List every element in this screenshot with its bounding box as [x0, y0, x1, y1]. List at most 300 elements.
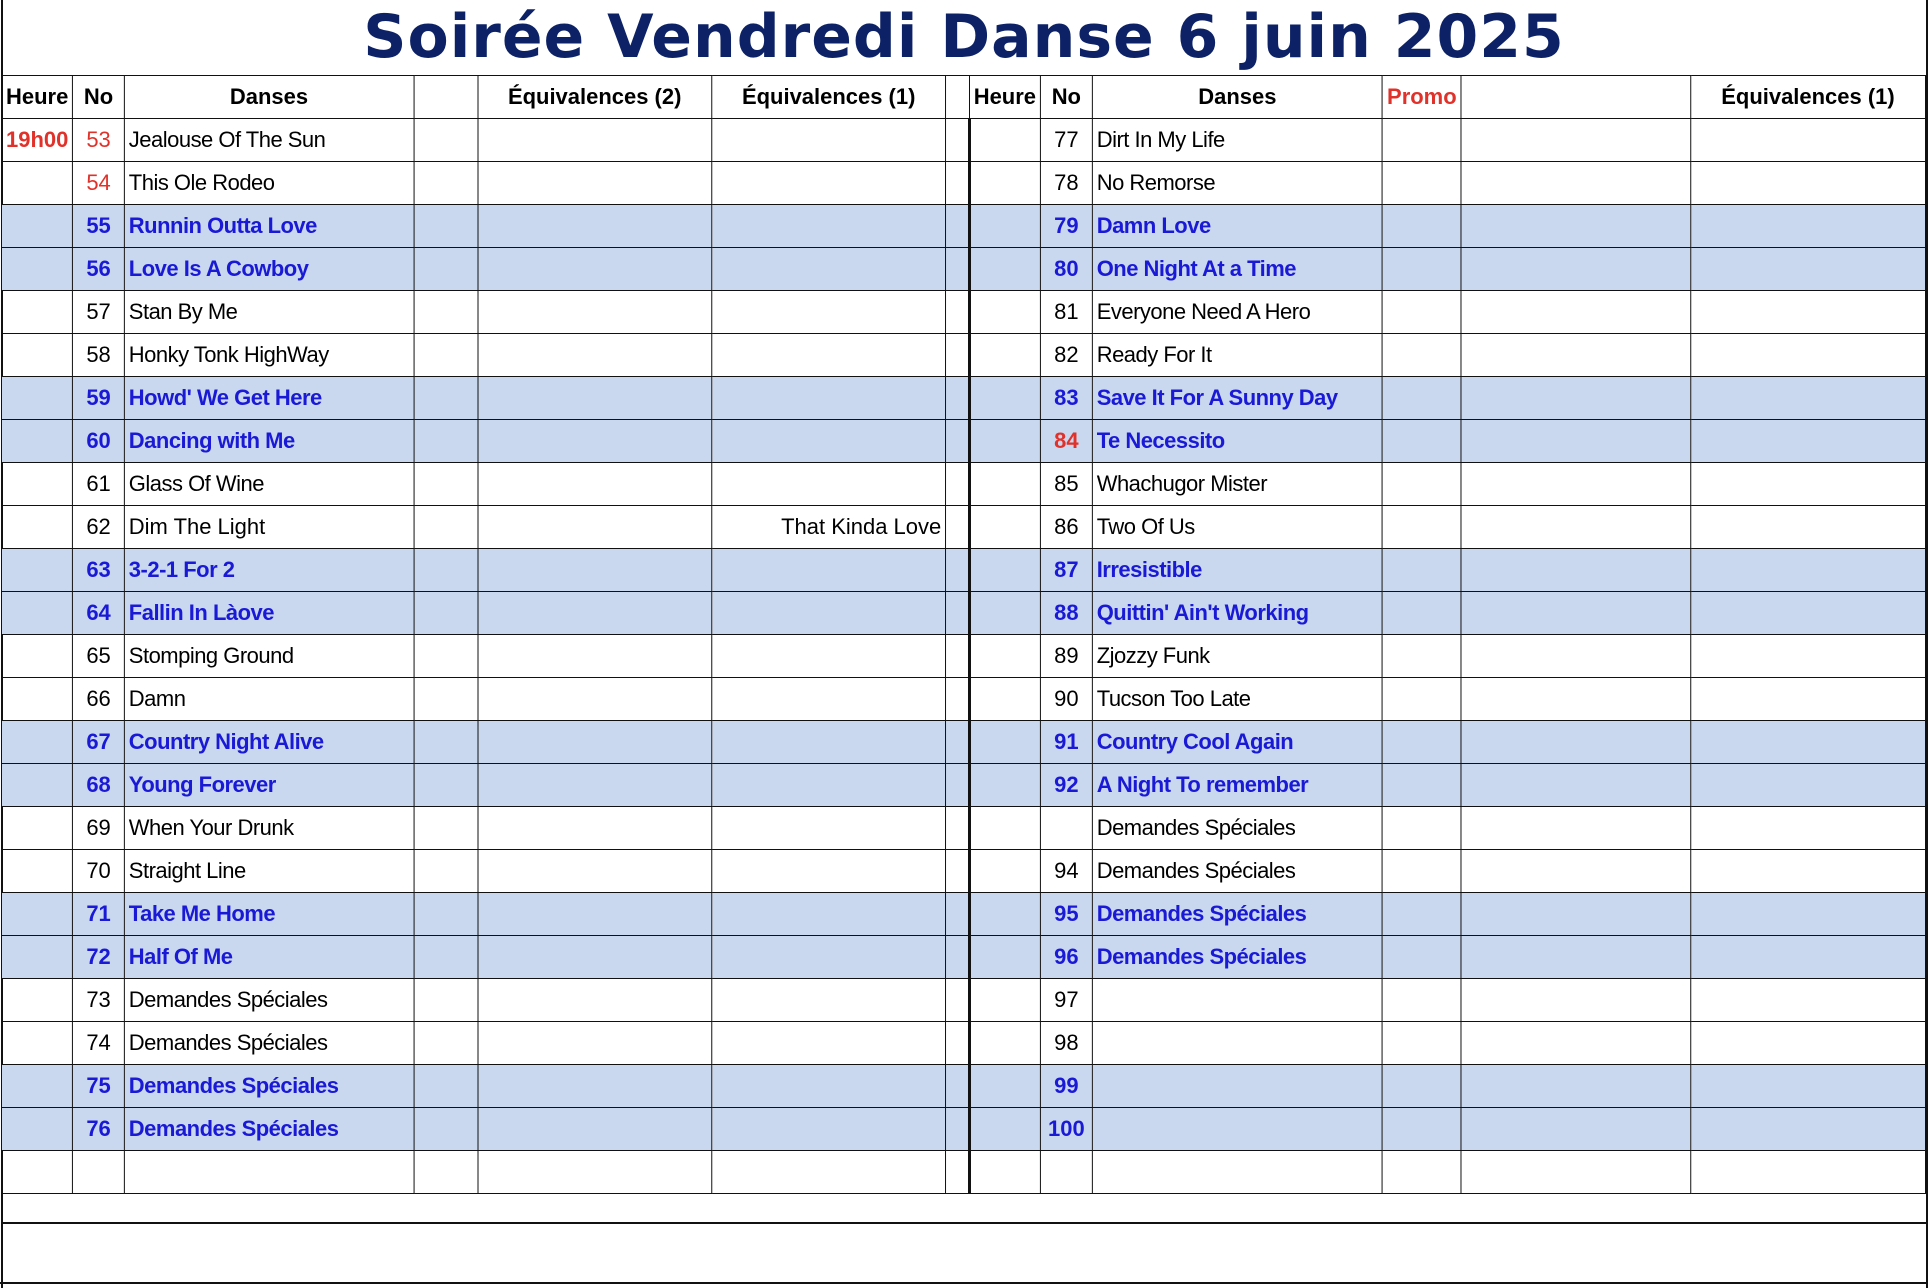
cell-no-left: 64 — [73, 592, 124, 635]
cell-spacer — [946, 549, 970, 592]
cell-heure-left — [1, 1151, 72, 1194]
cell-equivalences-1-left — [712, 721, 946, 764]
header-heure-right: Heure — [969, 76, 1040, 119]
cell-dance-left: Take Me Home — [124, 893, 413, 936]
cell-equivalences-1-right — [1690, 807, 1925, 850]
table-row — [1, 635, 1925, 678]
sheet-right-border — [1926, 0, 1928, 1288]
cell-no-left: 58 — [73, 334, 124, 377]
cell-heure-left — [1, 1108, 72, 1151]
cell-equivalences-1-right — [1690, 334, 1925, 377]
cell-equivalences-2 — [478, 764, 712, 807]
cell-promo — [1383, 377, 1462, 420]
cell-promo — [1383, 205, 1462, 248]
cell-spacer — [946, 678, 970, 721]
cell-heure-left — [1, 850, 72, 893]
cell-heure-left — [1, 979, 72, 1022]
cell-no-left: 57 — [73, 291, 124, 334]
cell-dance-left: Howd' We Get Here — [124, 377, 413, 420]
header-promo: Promo — [1383, 76, 1462, 119]
cell-equivalences-1-right — [1690, 1065, 1925, 1108]
cell-blank-left — [414, 592, 478, 635]
cell-blank-left — [414, 979, 478, 1022]
table-row — [1, 592, 1925, 635]
cell-no-right: 85 — [1040, 463, 1092, 506]
cell-equivalences-1-left — [712, 635, 946, 678]
cell-equivalences-1-left — [712, 893, 946, 936]
cell-no-right: 100 — [1040, 1108, 1092, 1151]
cell-dance-right: Demandes Spéciales — [1092, 850, 1382, 893]
table-row — [1, 463, 1925, 506]
cell-no-left: 73 — [73, 979, 124, 1022]
cell-promo — [1383, 721, 1462, 764]
cell-blank-left — [414, 678, 478, 721]
cell-blank-right — [1461, 1065, 1690, 1108]
cell-no-right — [1040, 807, 1092, 850]
cell-spacer — [946, 1108, 970, 1151]
cell-blank-left — [414, 420, 478, 463]
cell-equivalences-2 — [478, 506, 712, 549]
cell-no-right: 92 — [1040, 764, 1092, 807]
cell-equivalences-2 — [478, 936, 712, 979]
cell-blank-left — [414, 1022, 478, 1065]
cell-equivalences-1-left — [712, 807, 946, 850]
cell-dance-right — [1092, 1151, 1382, 1194]
cell-equivalences-2 — [478, 850, 712, 893]
cell-no-left: 54 — [73, 162, 124, 205]
cell-promo — [1383, 420, 1462, 463]
cell-equivalences-1-right — [1690, 979, 1925, 1022]
cell-heure-right — [969, 291, 1040, 334]
cell-blank-right — [1461, 721, 1690, 764]
table-row — [1, 936, 1925, 979]
cell-blank-right — [1461, 893, 1690, 936]
cell-heure-right — [969, 678, 1040, 721]
cell-dance-left: Love Is A Cowboy — [124, 248, 413, 291]
cell-equivalences-1-right — [1690, 1108, 1925, 1151]
table-row — [1, 721, 1925, 764]
cell-dance-left: Half Of Me — [124, 936, 413, 979]
cell-dance-right: Tucson Too Late — [1092, 678, 1382, 721]
cell-blank-right — [1461, 807, 1690, 850]
cell-no-right: 97 — [1040, 979, 1092, 1022]
cell-dance-left: This Ole Rodeo — [124, 162, 413, 205]
cell-dance-right: One Night At a Time — [1092, 248, 1382, 291]
cell-equivalences-1-right — [1690, 721, 1925, 764]
cell-heure-left — [1, 1065, 72, 1108]
cell-blank-left — [414, 1108, 478, 1151]
cell-dance-right: Save It For A Sunny Day — [1092, 377, 1382, 420]
cell-heure-left — [1, 162, 72, 205]
cell-no-right: 81 — [1040, 291, 1092, 334]
cell-spacer — [946, 893, 970, 936]
cell-equivalences-1-right — [1690, 1151, 1925, 1194]
cell-heure-left: 19h00 — [1, 119, 72, 162]
cell-promo — [1383, 334, 1462, 377]
cell-blank-right — [1461, 635, 1690, 678]
cell-equivalences-1-left — [712, 1108, 946, 1151]
cell-promo — [1383, 893, 1462, 936]
cell-dance-left: Glass Of Wine — [124, 463, 413, 506]
cell-dance-right: Country Cool Again — [1092, 721, 1382, 764]
cell-no-left: 71 — [73, 893, 124, 936]
header-equivalences-1-left: Équivalences (1) — [712, 76, 946, 119]
cell-equivalences-1-left — [712, 119, 946, 162]
cell-heure-left — [1, 721, 72, 764]
cell-equivalences-1-left — [712, 463, 946, 506]
cell-blank-right — [1461, 979, 1690, 1022]
cell-dance-left: Honky Tonk HighWay — [124, 334, 413, 377]
cell-equivalences-2 — [478, 463, 712, 506]
cell-equivalences-1-left — [712, 678, 946, 721]
cell-no-left: 60 — [73, 420, 124, 463]
table-row — [1, 162, 1925, 205]
cell-spacer — [946, 1065, 970, 1108]
cell-heure-right — [969, 248, 1040, 291]
cell-dance-left: Demandes Spéciales — [124, 979, 413, 1022]
cell-blank-left — [414, 1065, 478, 1108]
cell-dance-right: Demandes Spéciales — [1092, 893, 1382, 936]
cell-heure-right — [969, 893, 1040, 936]
cell-dance-right: Zjozzy Funk — [1092, 635, 1382, 678]
cell-heure-right — [969, 850, 1040, 893]
cell-equivalences-2 — [478, 678, 712, 721]
cell-promo — [1383, 678, 1462, 721]
cell-equivalences-1-left: That Kinda Love — [712, 506, 946, 549]
header-blank-left — [414, 76, 478, 119]
cell-equivalences-2 — [478, 119, 712, 162]
cell-blank-left — [414, 850, 478, 893]
cell-equivalences-1-right — [1690, 764, 1925, 807]
table-row — [1, 764, 1925, 807]
table-row — [1, 291, 1925, 334]
header-danses-left: Danses — [124, 76, 413, 119]
cell-heure-right — [969, 1065, 1040, 1108]
cell-equivalences-1-right — [1690, 678, 1925, 721]
cell-dance-right — [1092, 1065, 1382, 1108]
cell-spacer — [946, 936, 970, 979]
cell-equivalences-1-right — [1690, 248, 1925, 291]
cell-promo — [1383, 291, 1462, 334]
header-row — [1, 76, 1925, 119]
cell-heure-left — [1, 506, 72, 549]
cell-no-left: 66 — [73, 678, 124, 721]
cell-dance-left — [124, 1151, 413, 1194]
cell-promo — [1383, 1151, 1462, 1194]
cell-blank-right — [1461, 1108, 1690, 1151]
table-row — [1, 1108, 1925, 1151]
cell-blank-right — [1461, 205, 1690, 248]
cell-dance-right: Demandes Spéciales — [1092, 936, 1382, 979]
cell-blank-right — [1461, 1151, 1690, 1194]
cell-heure-right — [969, 205, 1040, 248]
cell-blank-right — [1461, 1022, 1690, 1065]
cell-equivalences-2 — [478, 1151, 712, 1194]
cell-spacer — [946, 721, 970, 764]
cell-heure-left — [1, 678, 72, 721]
cell-equivalences-1-left — [712, 764, 946, 807]
cell-equivalences-2 — [478, 420, 712, 463]
cell-heure-right — [969, 377, 1040, 420]
cell-heure-right — [969, 592, 1040, 635]
cell-equivalences-1-right — [1690, 291, 1925, 334]
cell-dance-left: Country Night Alive — [124, 721, 413, 764]
cell-equivalences-1-left — [712, 1022, 946, 1065]
cell-no-left: 55 — [73, 205, 124, 248]
cell-equivalences-2 — [478, 549, 712, 592]
cell-blank-right — [1461, 119, 1690, 162]
cell-spacer — [946, 635, 970, 678]
cell-equivalences-1-left — [712, 979, 946, 1022]
cell-equivalences-2 — [478, 807, 712, 850]
cell-promo — [1383, 1022, 1462, 1065]
cell-equivalences-2 — [478, 979, 712, 1022]
cell-equivalences-2 — [478, 635, 712, 678]
cell-no-right: 83 — [1040, 377, 1092, 420]
cell-dance-right: A Night To remember — [1092, 764, 1382, 807]
cell-promo — [1383, 1108, 1462, 1151]
cell-heure-left — [1, 549, 72, 592]
header-heure-left: Heure — [1, 76, 72, 119]
cell-promo — [1383, 119, 1462, 162]
cell-blank-left — [414, 936, 478, 979]
cell-spacer — [946, 248, 970, 291]
cell-no-right: 98 — [1040, 1022, 1092, 1065]
cell-heure-right — [969, 1022, 1040, 1065]
cell-dance-left: Runnin Outta Love — [124, 205, 413, 248]
cell-equivalences-1-right — [1690, 162, 1925, 205]
cell-no-left: 62 — [73, 506, 124, 549]
cell-dance-left: Demandes Spéciales — [124, 1022, 413, 1065]
cell-dance-left: 3-2-1 For 2 — [124, 549, 413, 592]
cell-dance-left: Young Forever — [124, 764, 413, 807]
cell-dance-right: Quittin' Ain't Working — [1092, 592, 1382, 635]
cell-heure-left — [1, 334, 72, 377]
cell-equivalences-1-left — [712, 291, 946, 334]
cell-equivalences-1-right — [1690, 850, 1925, 893]
header-equivalences-2: Équivalences (2) — [478, 76, 712, 119]
cell-dance-right: Dirt In My Life — [1092, 119, 1382, 162]
cell-no-left: 74 — [73, 1022, 124, 1065]
cell-promo — [1383, 635, 1462, 678]
cell-equivalences-1-right — [1690, 463, 1925, 506]
cell-promo — [1383, 592, 1462, 635]
cell-equivalences-1-left — [712, 420, 946, 463]
cell-blank-left — [414, 119, 478, 162]
cell-blank-right — [1461, 936, 1690, 979]
cell-equivalences-2 — [478, 721, 712, 764]
cell-no-right: 82 — [1040, 334, 1092, 377]
table-row — [1, 377, 1925, 420]
cell-equivalences-1-right — [1690, 420, 1925, 463]
cell-promo — [1383, 248, 1462, 291]
cell-spacer — [946, 1022, 970, 1065]
cell-heure-right — [969, 936, 1040, 979]
cell-no-left: 65 — [73, 635, 124, 678]
table-row — [1, 248, 1925, 291]
cell-heure-left — [1, 635, 72, 678]
cell-spacer — [946, 506, 970, 549]
cell-equivalences-2 — [478, 377, 712, 420]
cell-no-right: 99 — [1040, 1065, 1092, 1108]
cell-equivalences-1-left — [712, 850, 946, 893]
cell-equivalences-1-left — [712, 936, 946, 979]
cell-equivalences-1-left — [712, 592, 946, 635]
cell-no-right: 96 — [1040, 936, 1092, 979]
cell-equivalences-1-right — [1690, 506, 1925, 549]
cell-equivalences-1-left — [712, 205, 946, 248]
cell-dance-right: Two Of Us — [1092, 506, 1382, 549]
cell-no-left: 63 — [73, 549, 124, 592]
cell-heure-left — [1, 420, 72, 463]
cell-heure-right — [969, 420, 1040, 463]
cell-spacer — [946, 205, 970, 248]
cell-dance-left: Jealouse Of The Sun — [124, 119, 413, 162]
cell-spacer — [946, 377, 970, 420]
cell-dance-right: Te Necessito — [1092, 420, 1382, 463]
cell-blank-left — [414, 506, 478, 549]
cell-equivalences-2 — [478, 334, 712, 377]
table-row — [1, 205, 1925, 248]
cell-blank-left — [414, 377, 478, 420]
cell-heure-left — [1, 377, 72, 420]
header-no-left: No — [73, 76, 124, 119]
header-danses-right: Danses — [1092, 76, 1382, 119]
cell-no-left: 53 — [73, 119, 124, 162]
cell-dance-right — [1092, 1022, 1382, 1065]
cell-blank-left — [414, 807, 478, 850]
cell-blank-left — [414, 721, 478, 764]
cell-promo — [1383, 807, 1462, 850]
cell-equivalences-1-left — [712, 248, 946, 291]
cell-no-right: 90 — [1040, 678, 1092, 721]
cell-promo — [1383, 463, 1462, 506]
cell-dance-right: Irresistible — [1092, 549, 1382, 592]
cell-dance-left: Damn — [124, 678, 413, 721]
table-row — [1, 506, 1925, 549]
cell-blank-left — [414, 549, 478, 592]
cell-spacer — [946, 119, 970, 162]
header-no-right: No — [1040, 76, 1092, 119]
table-row — [1, 1151, 1925, 1194]
table-row — [1, 420, 1925, 463]
cell-heure-right — [969, 807, 1040, 850]
cell-promo — [1383, 506, 1462, 549]
cell-spacer — [946, 807, 970, 850]
cell-dance-left: Fallin In Làove — [124, 592, 413, 635]
cell-dance-right: Everyone Need A Hero — [1092, 291, 1382, 334]
table-row — [1, 549, 1925, 592]
cell-dance-left: Dancing with Me — [124, 420, 413, 463]
header-blank-right — [1461, 76, 1690, 119]
table-row — [1, 893, 1925, 936]
cell-equivalences-2 — [478, 291, 712, 334]
cell-spacer — [946, 162, 970, 205]
cell-heure-right — [969, 979, 1040, 1022]
cell-dance-left: Demandes Spéciales — [124, 1108, 413, 1151]
table-row — [1, 979, 1925, 1022]
cell-blank-left — [414, 893, 478, 936]
cell-dance-right — [1092, 1108, 1382, 1151]
cell-dance-left: Stan By Me — [124, 291, 413, 334]
header-equivalences-1-right: Équivalences (1) — [1690, 76, 1925, 119]
cell-blank-left — [414, 764, 478, 807]
cell-heure-right — [969, 506, 1040, 549]
cell-equivalences-2 — [478, 248, 712, 291]
cell-blank-right — [1461, 162, 1690, 205]
cell-no-left: 59 — [73, 377, 124, 420]
cell-blank-right — [1461, 592, 1690, 635]
table-row — [1, 334, 1925, 377]
cell-no-left: 72 — [73, 936, 124, 979]
cell-heure-left — [1, 205, 72, 248]
cell-heure-left — [1, 463, 72, 506]
table-row — [1, 850, 1925, 893]
cell-equivalences-2 — [478, 893, 712, 936]
cell-spacer — [946, 1151, 970, 1194]
cell-no-left — [73, 1151, 124, 1194]
cell-equivalences-1-left — [712, 1065, 946, 1108]
cell-promo — [1383, 979, 1462, 1022]
cell-blank-left — [414, 291, 478, 334]
cell-heure-right — [969, 119, 1040, 162]
cell-blank-right — [1461, 850, 1690, 893]
cell-dance-left: Dim The Light — [124, 506, 413, 549]
cell-spacer — [946, 979, 970, 1022]
cell-no-left: 69 — [73, 807, 124, 850]
cell-heure-left — [1, 893, 72, 936]
table-row — [1, 1022, 1925, 1065]
cell-no-left: 70 — [73, 850, 124, 893]
cell-heure-right — [969, 635, 1040, 678]
cell-spacer — [946, 463, 970, 506]
cell-promo — [1383, 549, 1462, 592]
cell-promo — [1383, 936, 1462, 979]
cell-heure-left — [1, 807, 72, 850]
cell-heure-right — [969, 334, 1040, 377]
cell-no-left: 68 — [73, 764, 124, 807]
cell-promo — [1383, 1065, 1462, 1108]
cell-blank-right — [1461, 549, 1690, 592]
cell-equivalences-1-right — [1690, 893, 1925, 936]
cell-heure-left — [1, 248, 72, 291]
cell-blank-right — [1461, 764, 1690, 807]
cell-no-right: 88 — [1040, 592, 1092, 635]
cell-dance-right — [1092, 979, 1382, 1022]
cell-spacer — [946, 291, 970, 334]
cell-blank-left — [414, 463, 478, 506]
cell-equivalences-2 — [478, 162, 712, 205]
cell-blank-left — [414, 635, 478, 678]
cell-blank-right — [1461, 248, 1690, 291]
cell-no-right — [1040, 1151, 1092, 1194]
cell-dance-right: Demandes Spéciales — [1092, 807, 1382, 850]
cell-heure-left — [1, 764, 72, 807]
cell-equivalences-1-left — [712, 549, 946, 592]
cell-heure-right — [969, 549, 1040, 592]
cell-no-right: 89 — [1040, 635, 1092, 678]
header-spacer — [946, 76, 970, 119]
cell-heure-left — [1, 291, 72, 334]
cell-dance-left: When Your Drunk — [124, 807, 413, 850]
schedule-table — [1, 75, 1926, 1194]
table-row — [1, 119, 1925, 162]
cell-spacer — [946, 850, 970, 893]
cell-no-right: 77 — [1040, 119, 1092, 162]
cell-no-right: 91 — [1040, 721, 1092, 764]
cell-no-right: 80 — [1040, 248, 1092, 291]
cell-dance-right: No Remorse — [1092, 162, 1382, 205]
